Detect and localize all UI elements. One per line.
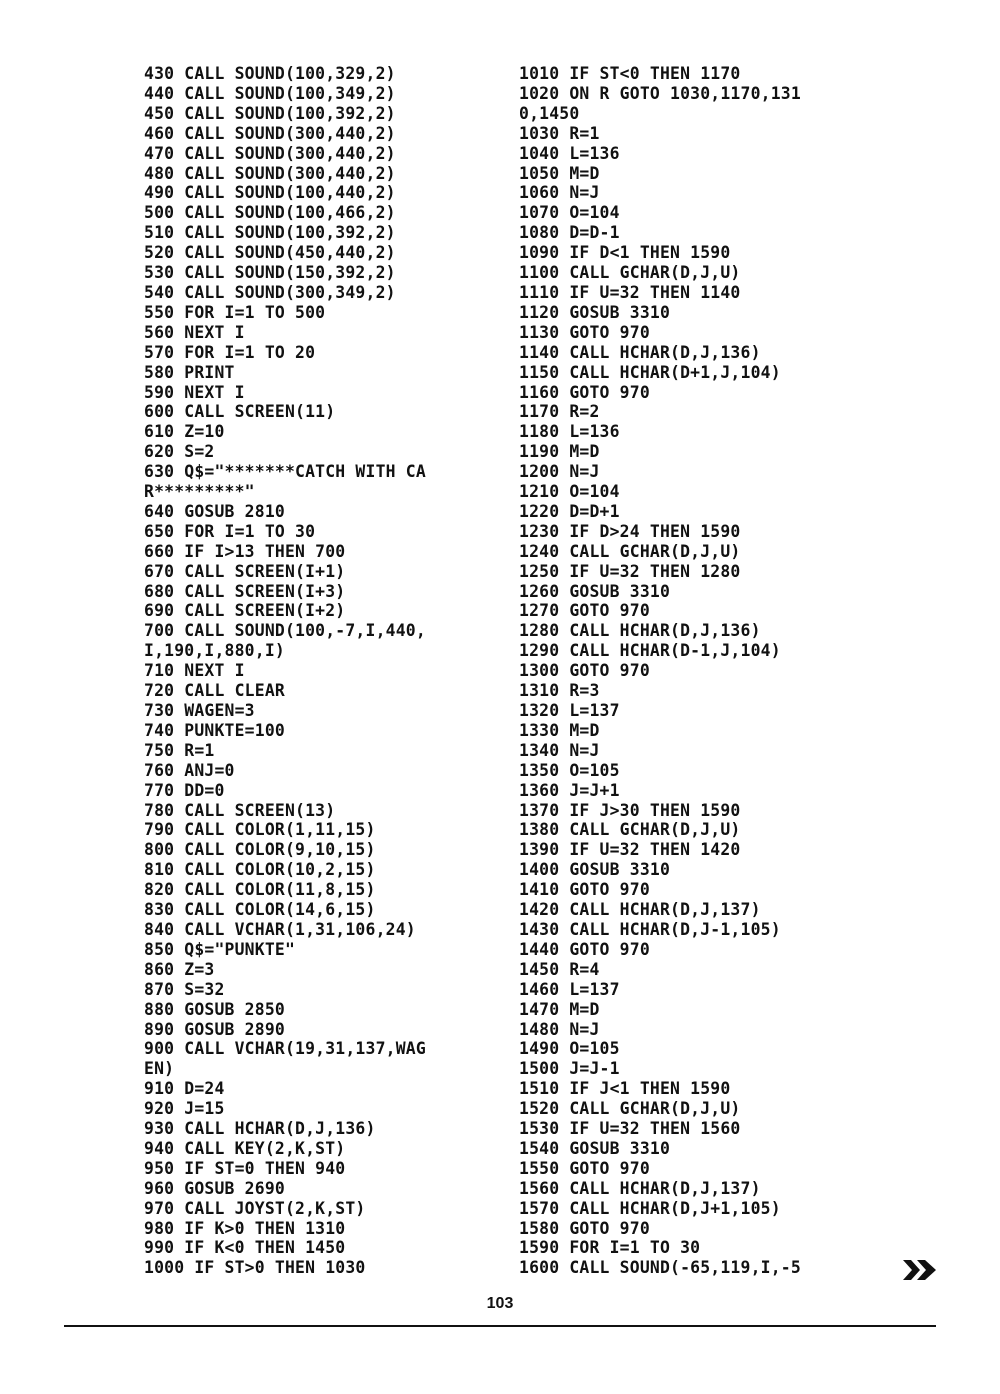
code-line: 1580 GOTO 970	[519, 1218, 650, 1238]
code-line: 620 S=2	[144, 442, 215, 462]
code-line: 0,1450	[519, 103, 580, 123]
code-line: 1400 GOSUB 3310	[519, 860, 671, 880]
code-line: 850 Q$="PUNKTE"	[144, 939, 296, 959]
code-line: 1210 O=104	[519, 482, 620, 502]
code-line: 1600 CALL SOUND(-65,119,I,-5	[519, 1258, 801, 1278]
code-line: 1410 GOTO 970	[519, 880, 650, 900]
code-line: 1300 GOTO 970	[519, 661, 650, 681]
code-line: 820 CALL COLOR(11,8,15)	[144, 880, 376, 900]
code-line: 590 NEXT I	[144, 382, 245, 402]
code-line: 830 CALL COLOR(14,6,15)	[144, 900, 376, 920]
code-line: 650 FOR I=1 TO 30	[144, 521, 316, 541]
code-line: 880 GOSUB 2850	[144, 999, 285, 1019]
code-line: 1200 N=J	[519, 462, 600, 482]
code-line: 550 FOR I=1 TO 500	[144, 302, 326, 322]
code-line: 460 CALL SOUND(300,440,2)	[144, 123, 396, 143]
code-line: 1470 M=D	[519, 999, 600, 1019]
code-line: 1010 IF ST<0 THEN 1170	[519, 64, 741, 83]
code-line: 1370 IF J>30 THEN 1590	[519, 800, 741, 820]
code-line: 1170 R=2	[519, 402, 600, 422]
code-line: 740 PUNKTE=100	[144, 720, 285, 740]
code-line: 1590 FOR I=1 TO 30	[519, 1238, 701, 1258]
code-line: 1060 N=J	[519, 183, 600, 203]
code-line: 1350 O=105	[519, 760, 620, 780]
code-line: 630 Q$="*******CATCH WITH CA	[144, 462, 426, 482]
code-line: 450 CALL SOUND(100,392,2)	[144, 103, 396, 123]
code-line: 970 CALL JOYST(2,K,ST)	[144, 1198, 366, 1218]
code-line: 1290 CALL HCHAR(D-1,J,104)	[519, 641, 781, 661]
code-line: 1100 CALL GCHAR(D,J,U)	[519, 263, 741, 283]
code-line: 1540 GOSUB 3310	[519, 1138, 671, 1158]
code-line: 510 CALL SOUND(100,392,2)	[144, 223, 396, 243]
code-line: 1450 R=4	[519, 959, 600, 979]
code-line: 500 CALL SOUND(100,466,2)	[144, 203, 396, 223]
code-line: 640 GOSUB 2810	[144, 501, 285, 521]
code-line: 1340 N=J	[519, 740, 600, 760]
code-line: 1320 L=137	[519, 701, 620, 720]
code-line: 1560 CALL HCHAR(D,J,137)	[519, 1178, 761, 1198]
code-line: 470 CALL SOUND(300,440,2)	[144, 143, 396, 163]
code-line: 910 D=24	[144, 1079, 225, 1099]
code-line: 1220 D=D+1	[519, 501, 620, 521]
code-line: 1230 IF D>24 THEN 1590	[519, 521, 741, 541]
code-line: 520 CALL SOUND(450,440,2)	[144, 243, 396, 263]
code-line: 730 WAGEN=3	[144, 701, 255, 720]
code-line: 960 GOSUB 2690	[144, 1178, 285, 1198]
code-line: 750 R=1	[144, 740, 215, 760]
code-line: 690 CALL SCREEN(I+2)	[144, 601, 346, 621]
code-line: I,190,I,880,I)	[144, 641, 285, 661]
code-line: 570 FOR I=1 TO 20	[144, 342, 316, 362]
code-line: 1020 ON R GOTO 1030,1170,131	[519, 83, 801, 103]
code-line: 610 Z=10	[144, 422, 225, 442]
code-line: 440 CALL SOUND(100,349,2)	[144, 83, 396, 103]
footer-rule	[64, 1325, 936, 1327]
code-line: 770 DD=0	[144, 780, 225, 800]
code-line: 1480 N=J	[519, 1019, 600, 1039]
code-line: 540 CALL SOUND(300,349,2)	[144, 282, 396, 302]
code-line: 660 IF I>13 THEN 700	[144, 541, 346, 561]
code-line: 790 CALL COLOR(1,11,15)	[144, 820, 376, 840]
code-line: 720 CALL CLEAR	[144, 681, 285, 701]
code-line: 810 CALL COLOR(10,2,15)	[144, 860, 376, 880]
code-line: 780 CALL SCREEN(13)	[144, 800, 336, 820]
code-line: 1420 CALL HCHAR(D,J,137)	[519, 900, 761, 920]
code-line: 1490 O=105	[519, 1039, 620, 1059]
code-line: EN)	[144, 1059, 175, 1079]
code-line: 890 GOSUB 2890	[144, 1019, 285, 1039]
code-line: 800 CALL COLOR(9,10,15)	[144, 840, 376, 860]
code-line: 1050 M=D	[519, 163, 600, 183]
code-line: 1510 IF J<1 THEN 1590	[519, 1079, 731, 1099]
code-line: 940 CALL KEY(2,K,ST)	[144, 1138, 346, 1158]
code-line: 1390 IF U=32 THEN 1420	[519, 840, 741, 860]
code-line: 1270 GOTO 970	[519, 601, 650, 621]
code-line: 480 CALL SOUND(300,440,2)	[144, 163, 396, 183]
code-line: 1280 CALL HCHAR(D,J,136)	[519, 621, 761, 641]
code-line: 1080 D=D-1	[519, 223, 620, 243]
code-line: 1040 L=136	[519, 143, 620, 163]
code-line: 1180 L=136	[519, 422, 620, 442]
code-line: 1360 J=J+1	[519, 780, 620, 800]
code-line: 860 Z=3	[144, 959, 215, 979]
code-line: 680 CALL SCREEN(I+3)	[144, 581, 346, 601]
code-line: 1150 CALL HCHAR(D+1,J,104)	[519, 362, 781, 382]
code-line: 1500 J=J-1	[519, 1059, 620, 1079]
code-line: 990 IF K<0 THEN 1450	[144, 1238, 346, 1258]
code-line: 1570 CALL HCHAR(D,J+1,105)	[519, 1198, 781, 1218]
code-column-left	[144, 64, 494, 1278]
code-line: 1440 GOTO 970	[519, 939, 650, 959]
page-number: 103	[486, 1295, 514, 1312]
code-column-right	[519, 64, 879, 1278]
code-line: 1260 GOSUB 3310	[519, 581, 671, 601]
code-line: 760 ANJ=0	[144, 760, 235, 780]
code-line: 1430 CALL HCHAR(D,J-1,105)	[519, 919, 781, 939]
code-line: 710 NEXT I	[144, 661, 245, 681]
double-arrow-right-icon	[902, 1258, 938, 1282]
code-line: 580 PRINT	[144, 362, 235, 382]
code-line: 1190 M=D	[519, 442, 600, 462]
code-line: 1520 CALL GCHAR(D,J,U)	[519, 1099, 741, 1119]
code-line: 1240 CALL GCHAR(D,J,U)	[519, 541, 741, 561]
code-line: 1250 IF U=32 THEN 1280	[519, 561, 741, 581]
code-line: 1130 GOTO 970	[519, 322, 650, 342]
code-line: 1030 R=1	[519, 123, 600, 143]
code-line: 560 NEXT I	[144, 322, 245, 342]
code-line: 920 J=15	[144, 1099, 225, 1119]
code-line: 430 CALL SOUND(100,329,2)	[144, 64, 396, 83]
code-line: 670 CALL SCREEN(I+1)	[144, 561, 346, 581]
code-line: 600 CALL SCREEN(11)	[144, 402, 336, 422]
code-line: 530 CALL SOUND(150,392,2)	[144, 263, 396, 283]
code-line: 1070 O=104	[519, 203, 620, 223]
code-line: 1090 IF D<1 THEN 1590	[519, 243, 731, 263]
code-line: 1000 IF ST>0 THEN 1030	[144, 1258, 366, 1278]
code-line: 1380 CALL GCHAR(D,J,U)	[519, 820, 741, 840]
code-line: 1110 IF U=32 THEN 1140	[519, 282, 741, 302]
code-line: 490 CALL SOUND(100,440,2)	[144, 183, 396, 203]
code-line: R*********"	[144, 482, 255, 502]
code-line: 1460 L=137	[519, 979, 620, 999]
code-line: 1310 R=3	[519, 681, 600, 701]
code-line: 980 IF K>0 THEN 1310	[144, 1218, 346, 1238]
code-line: 870 S=32	[144, 979, 225, 999]
code-line: 1120 GOSUB 3310	[519, 302, 671, 322]
code-line: 900 CALL VCHAR(19,31,137,WAG	[144, 1039, 426, 1059]
code-line: 1160 GOTO 970	[519, 382, 650, 402]
code-line: 840 CALL VCHAR(1,31,106,24)	[144, 919, 416, 939]
code-line: 1330 M=D	[519, 720, 600, 740]
code-line: 930 CALL HCHAR(D,J,136)	[144, 1119, 376, 1139]
code-line: 950 IF ST=0 THEN 940	[144, 1158, 346, 1178]
code-line: 700 CALL SOUND(100,-7,I,440,	[144, 621, 426, 641]
code-line: 1530 IF U=32 THEN 1560	[519, 1119, 741, 1139]
code-line: 1140 CALL HCHAR(D,J,136)	[519, 342, 761, 362]
code-line: 1550 GOTO 970	[519, 1158, 650, 1178]
